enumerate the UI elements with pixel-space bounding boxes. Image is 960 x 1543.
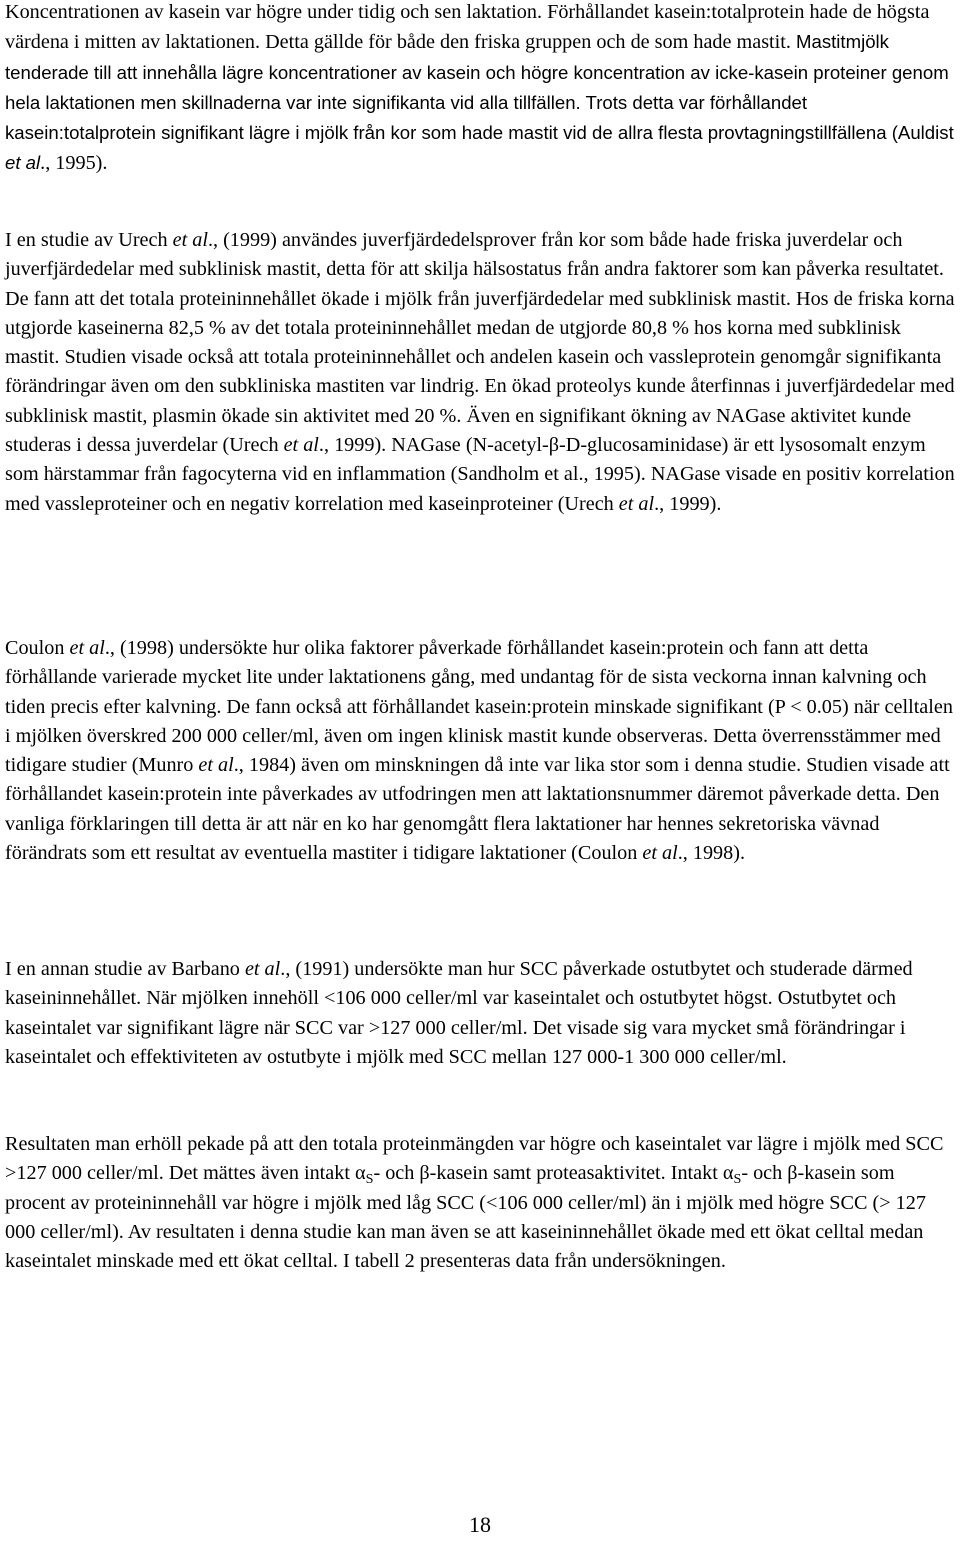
citation-et-al: et al xyxy=(172,229,208,251)
paragraph-1-text-b: Mastitmjölk tenderade till att innehålla lägre koncentrationer av kasein och högre koncentration av icke-kasein proteiner genom hela laktationen men skillnaderna var inte signifikanta vid alla tillfällen. Trots detta var förhållandet kasein:totalprotein signifikant lägre i mjölk från kor som hade mastit vid de allra flesta provtagningstillfällena (Auldist xyxy=(5,31,954,144)
paragraph-2-text-b: ., (1999) användes juverfjärdedelsprover från kor som både hade friska juverdelar och juverfjärdedelar med subklinisk mastit, detta för att skilja hälsostatus från andra faktorer som kan påverka resultatet. De fann att det totala proteininnehållet ökade i mjölk från juverfjärdedelar med subklinisk mastit. Hos de friska korna utgjorde kaseinerna 82,5 % av det totala proteininnehållet medan de utgjorde 80,8 % hos korna med subklinisk mastit. Studien visade också att totala proteininnehållet och andelen kasein och vassleprotein genomgår signifikanta förändringar även om den subkliniska mastiten var lindrig. En ökad proteolys kunde återfinnas i juverfjärdedelar med subklinisk mastit, plasmin ökade sin aktivitet med 20 %. Även en signifikant ökning av NAGase aktivitet kunde studeras i dessa juverdelar (Urech xyxy=(5,229,955,457)
paragraph-2-text-d: ., 1999). xyxy=(654,492,722,515)
paragraph-2 xyxy=(5,226,957,519)
citation-et-al: et al xyxy=(69,637,105,659)
paragraph-2-text-c: ., 1999). NAGase (N-acetyl-β-D-glucosaminidase) är ett lysosomalt enzym som härstammar från fagocyterna vid en inflammation (Sandholm et al., 1995). NAGase visade en positiv korrelation med vassleproteiner och en negativ korrelation med kaseinproteiner (Urech xyxy=(5,434,955,515)
paragraph-3 xyxy=(5,634,957,868)
alpha-symbol: α xyxy=(722,1162,734,1185)
paragraph-2-text-a: I en studie av Urech xyxy=(5,229,173,251)
alpha-symbol: α xyxy=(355,1162,366,1185)
citation-et-al: et al xyxy=(5,152,41,174)
page-number: 18 xyxy=(469,1512,491,1537)
citation-et-al: et al xyxy=(283,434,319,457)
paragraph-5-text-a: Resultaten man erhöll pekade på att den totala proteinmängden var högre och kaseintalet var lägre i mjölk med SCC >127 000 celler/ml. Det mättes även intakt xyxy=(5,1133,944,1185)
paragraph-4-text-a: I en annan studie av Barbano xyxy=(5,958,245,980)
paragraph-1 xyxy=(5,0,957,179)
paragraph-3-text-d: ., 1998). xyxy=(677,842,746,865)
citation-et-al: et al xyxy=(198,754,234,777)
subscript-s: S xyxy=(365,1171,374,1188)
paragraph-5 xyxy=(5,1130,957,1276)
paragraph-5-text-c: - och β-kasein som procent av proteininnehåll var högre i mjölk med låg SCC (<106 000 celler/ml) än i mjölk med högre SCC (> 127 000 celler/ml). Av resultaten i denna studie kan man även se att kaseininnehållet ökade med ett ökat celltal medan kaseintalet minskade med ett ökat celltal. I tabell 2 presenteras data från undersökningen. xyxy=(5,1162,926,1273)
paragraph-3-text-b: ., (1998) undersökte hur olika faktorer påverkade förhållandet kasein:protein och fann att detta förhållande varierade mycket lite under laktationens gång, med undantag för de sista veckorna innan kalvning och tiden precis efter kalvning. De fann också att förhållandet kasein:protein minskade signifikant (P < 0.05) när celltalen i mjölken överskred 200 000 celler/ml, även om ingen klinisk mastit kunde observeras. Detta överrensstämmer med tidigare studier (Munro xyxy=(5,637,953,777)
subscript-s: S xyxy=(733,1171,742,1188)
citation-et-al: et al xyxy=(618,492,655,515)
paragraph-3-text-a: Coulon xyxy=(5,637,70,659)
paragraph-5-text-b: - och β-kasein samt proteasaktivitet. Intakt xyxy=(373,1162,723,1185)
paragraph-1-text-a: Koncentrationen av kasein var högre under tidig och sen laktation. Förhållandet kasein:totalprotein hade de högsta värdena i mitten av laktationen. Detta gällde för både den friska gruppen och de som hade mastit. xyxy=(5,1,930,54)
paragraph-1-text-c: ., 1995). xyxy=(40,152,108,175)
citation-et-al: et al xyxy=(642,842,678,865)
paragraph-4-text-b: ., (1991) undersökte man hur SCC påverkade ostutbytet och studerade därmed kaseininnehållet. När mjölken innehöll <106 000 celler/ml var kaseintalet och ostutbytet högst. Ostutbytet och kaseintalet var signifikant lägre när SCC var >127 000 celler/ml. Det visade sig vara mycket små förändringar i kaseintalet och effektiviteten av ostutbyte i mjölk med SCC mellan 127 000-1 300 000 celler/ml. xyxy=(5,958,913,1068)
paragraph-3-text-c: ., 1984) även om minskningen då inte var lika stor som i denna studie. Studien visade att förhållandet kasein:protein inte påverkades av utfodringen men att laktationsnummer däremot påverkade detta. Den vanliga förklaringen till detta är att när en ko har genomgått flera laktationer har hennes sekretoriska vävnad förändrats som ett resultat av eventuella mastiter i tidigare laktationer (Coulon xyxy=(5,754,950,865)
paragraph-4 xyxy=(5,955,957,1072)
citation-et-al: et al xyxy=(244,958,281,980)
